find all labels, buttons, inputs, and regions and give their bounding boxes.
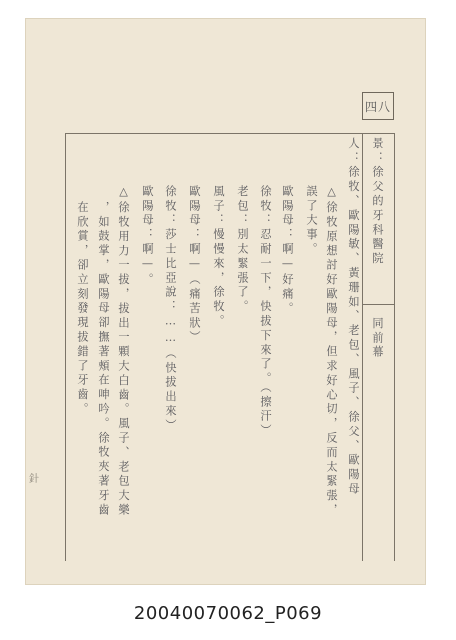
characters-line [347, 137, 360, 497]
stage-text-1: △徐牧用力一拔，拔出一顆大白齒。風子、老包大樂 [117, 185, 130, 518]
dialogue-line-8 [164, 185, 177, 433]
stage-text-2: ，如鼓掌，歐陽母卻撫著頰在呻吟。徐牧夾著牙齒 [97, 201, 110, 518]
stage-text-3: 在欣賞，卻立刻發現拔錯了牙齒。 [76, 201, 89, 417]
dialogue-text-2: 誤了大事。 [305, 185, 318, 257]
stage-direction-3 [76, 201, 89, 417]
frame-top-line [65, 133, 395, 134]
dialogue-line-6 [212, 185, 225, 329]
dialogue-text-5: 老包：別太緊張了。 [236, 185, 249, 315]
section-label-text: 同前幕 [371, 317, 384, 361]
dialogue-text-7: 歐陽母：啊—（痛苦狀） [188, 185, 201, 346]
frame-right-line [394, 133, 395, 561]
dialogue-line-7 [188, 185, 201, 345]
section-label [371, 317, 384, 360]
dialogue-text-3: 歐陽母：啊—好痛。 [281, 185, 294, 317]
page-number-box [362, 92, 394, 120]
margin-mark-text: 針 [29, 474, 39, 485]
scene-text: 景：徐父的牙科醫院 [371, 137, 384, 267]
stage-direction-2 [97, 201, 110, 518]
dialogue-line-9 [141, 185, 154, 288]
dialogue-line-5 [236, 185, 249, 315]
image-caption: 20040070062_P069 [133, 603, 323, 624]
margin-mark [29, 470, 39, 485]
dialogue-text-9: 歐陽母：啊—。 [141, 185, 154, 288]
header-divider-line [362, 304, 395, 305]
dialogue-text-8: 徐牧：莎士比亞說：……（快拔出來） [164, 185, 177, 434]
frame-left-line [65, 133, 66, 561]
dialogue-line-3 [281, 185, 294, 316]
dialogue-text-6: 風子：慢慢來，徐牧。 [212, 185, 225, 329]
scene-line [371, 137, 384, 267]
stage-direction-1 [117, 185, 130, 518]
page-number: 四八 [364, 99, 391, 114]
column-divider-line [362, 133, 363, 561]
dialogue-line-4 [259, 185, 272, 439]
dialogue-line-1 [325, 185, 338, 518]
dialogue-line-2 [305, 185, 318, 257]
dialogue-text-4: 徐牧：忍耐一下，快拔下來了。（擦汗） [259, 185, 272, 439]
characters-text: 人：徐牧、歐陽敏、黃珊如、老包、風子、徐父、歐陽母 [347, 137, 360, 497]
dialogue-text-1: △徐牧原想討好歐陽母，但求好心切，反而太緊張， [325, 185, 338, 518]
